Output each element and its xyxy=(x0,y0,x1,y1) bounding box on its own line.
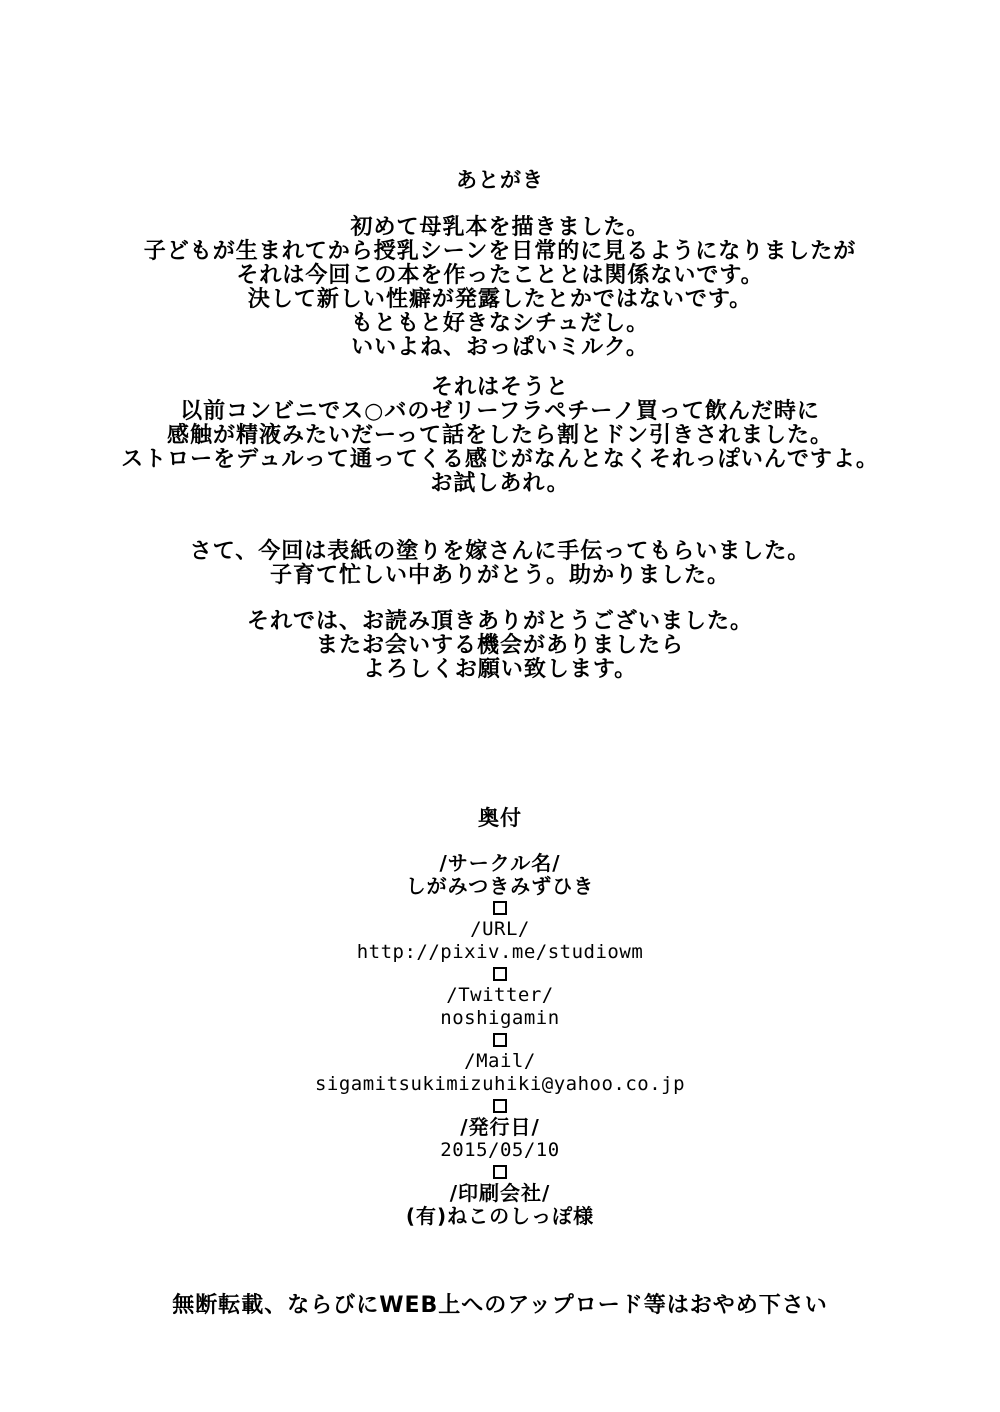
text-line: それでは、お読み頂きありがとうございました。 xyxy=(246,609,753,634)
colophon-list xyxy=(0,852,1000,1228)
text-line: もともと好きなシチュだし。 xyxy=(350,311,650,336)
publish-date-label: /発行日/ xyxy=(460,1115,540,1139)
text-line: いいよね、おっぱいミルク。 xyxy=(351,335,649,360)
text-line: またお会いする機会がありましたら xyxy=(315,633,684,658)
mail-label: /Mail/ xyxy=(464,1050,536,1072)
twitter-handle: noshigamin xyxy=(440,1007,560,1029)
text-line: 子どもが生まれてから授乳シーンを日常的に見るようになりましたが xyxy=(143,239,857,264)
url-value: http://pixiv.me/studiowm xyxy=(356,941,644,963)
afterword-title: あとがき xyxy=(456,168,544,192)
separator-square-icon xyxy=(493,1165,507,1179)
printer-label: /印刷会社/ xyxy=(449,1181,551,1205)
afterword-paragraph-2 xyxy=(0,376,1000,496)
reproduction-notice-block xyxy=(0,1294,1000,1318)
text-line: さて、今回は表紙の塗りを嫁さんに手伝ってもらいました。 xyxy=(189,539,811,564)
text-line: 決して新しい性癖が発露したとかではないです。 xyxy=(247,287,753,312)
text-line: お試しあれ。 xyxy=(430,471,570,496)
afterword-paragraph-4 xyxy=(0,610,1000,682)
circle-label: /サークル名/ xyxy=(439,851,561,875)
reproduction-notice: 無断転載、ならびにWEB上へのアップロード等はおやめ下さい xyxy=(172,1293,828,1318)
publish-date: 2015/05/10 xyxy=(440,1139,560,1161)
mail-address: sigamitsukimizuhiki@yahoo.co.jp xyxy=(314,1073,686,1095)
twitter-label: /Twitter/ xyxy=(446,984,554,1006)
text-line: 子育て忙しい中ありがとう。助かりました。 xyxy=(269,563,730,588)
separator-square-icon xyxy=(493,1099,507,1113)
separator-square-icon xyxy=(493,901,507,915)
afterword-paragraph-3 xyxy=(0,540,1000,588)
text-line: 以前コンビニでス○バのゼリーフラペチーノ買って飲んだ時に xyxy=(180,399,820,424)
separator-square-icon xyxy=(493,1033,507,1047)
printer-name: (有)ねこのしっぽ様 xyxy=(405,1204,595,1228)
url-label: /URL/ xyxy=(470,918,530,940)
afterword-paragraph-1 xyxy=(0,216,1000,360)
text-line: 初めて母乳本を描きました。 xyxy=(350,215,650,240)
text-line: ストローをデュルって通ってくる感じがなんとなくそれっぽいんですよ。 xyxy=(121,447,879,472)
text-line: よろしくお願い致します。 xyxy=(362,657,638,682)
text-line: それはそうと xyxy=(430,375,569,400)
separator-square-icon xyxy=(493,967,507,981)
text-line: 感触が精液みたいだーって話をしたら割とドン引きされました。 xyxy=(166,423,834,448)
colophon-title: 奥付 xyxy=(478,806,522,830)
text-line: それは今回この本を作ったこととは関係ないです。 xyxy=(236,263,764,288)
colophon-title-block xyxy=(0,806,1000,830)
circle-name: しがみつきみずひき xyxy=(405,874,595,898)
afterword-title-block xyxy=(0,168,1000,192)
